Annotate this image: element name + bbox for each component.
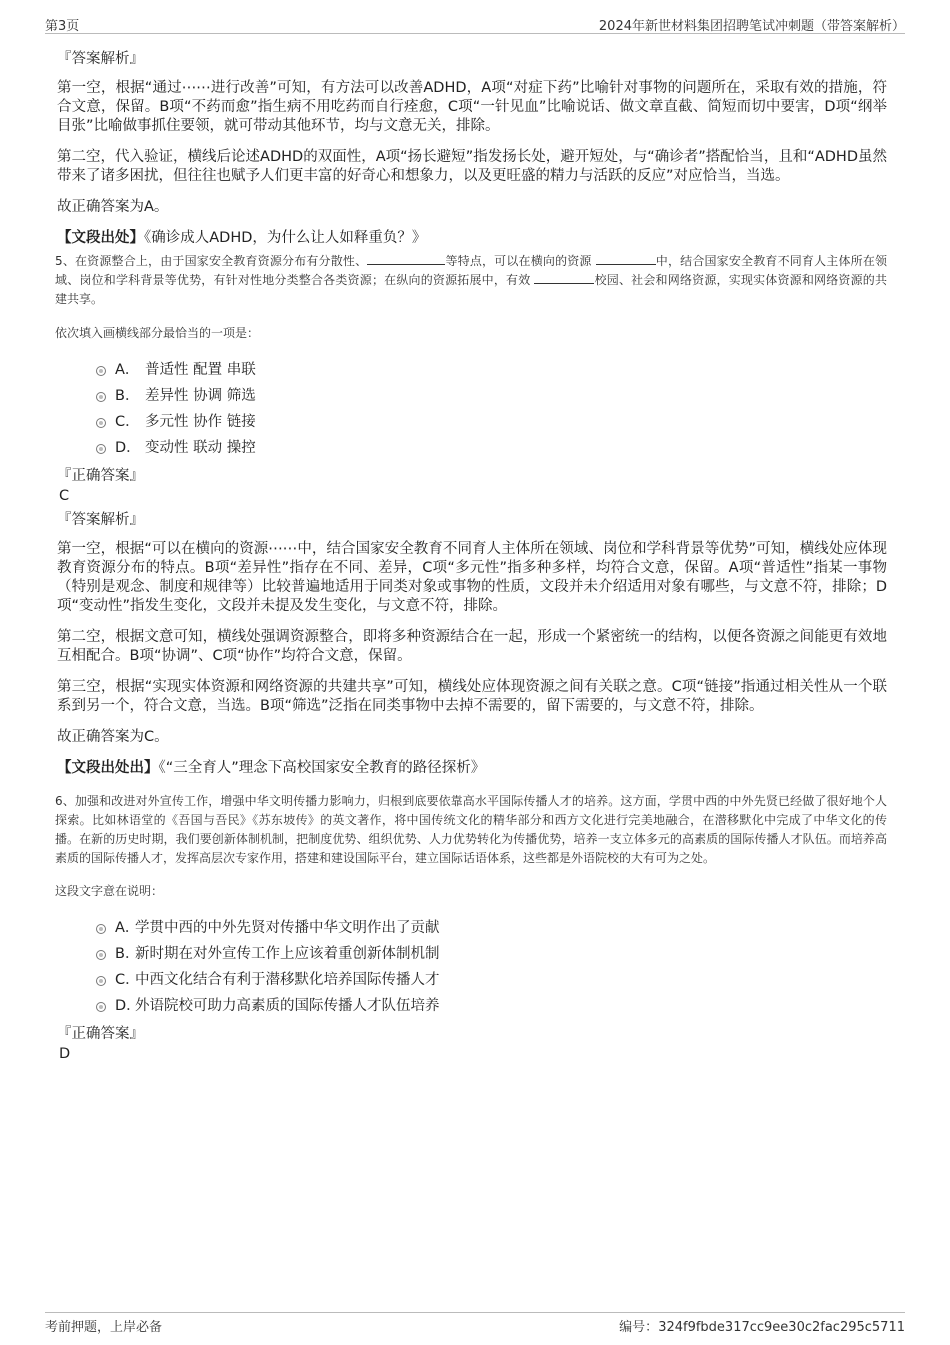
option-text: 差异性 协调 筛选: [145, 388, 256, 404]
source-line: [57, 229, 887, 248]
question-6-stem: 6、加强和改进对外宣传工作，增强中华文明传播力影响力，归根到底要依靠高水平国际传播人才的培养。这方面，学贯中西的中外先贤已经做了很好地个人探索。比如林语堂的《吾国与吾民》《苏东坡传》的英文著作，将中国传统文化的精华部分和西方文化进行完美地融合，在潜移默化中完成了中华文化的传播。在新的历史时期，我们要创新体制机制，把制度优势、组织优势、人力优势转化为传播优势，培养一支立体多元的高素质的国际传播人才队伍。而培养高素质的国际传播人才，发挥高层次专家作用，搭建和建设国际平台，建立国际话语体系，这些都是外语院校的大有可为之处。: [55, 794, 887, 865]
radio-icon[interactable]: [96, 924, 106, 934]
option-a[interactable]: [57, 915, 887, 941]
analysis-paragraph-3: 第三空，根据“实现实体资源和网络资源的共建共享”可知，横线处应体现资源之间有关联之意。C项“链接”指通过相关性从一个联系到另一个，符合文意，当选。B项“筛选”泛指在同类事物中去掉不需要的，留下需要的，与文意不符，排除。: [57, 679, 887, 714]
option-d[interactable]: [57, 435, 887, 461]
fill-blank-2: [596, 252, 656, 265]
option-letter: B．: [115, 946, 140, 962]
document-title: 2024年新世材料集团招聘笔试冲刺题（带答案解析）: [598, 19, 905, 34]
source-title: 《确诊成人ADHD，为什么让人如释重负？》: [144, 230, 427, 246]
correct-answer-label: 『正确答案』: [57, 468, 144, 484]
question-6-prompt: 这段文字意在说明：: [55, 884, 164, 898]
option-c[interactable]: [57, 409, 887, 435]
q5-stem-part-4: 校园、社会和网络资源，实现实体资源和网络资源的共建共享。: [55, 273, 887, 306]
question-5-stem: [55, 252, 887, 309]
code-label: 编号：: [619, 1320, 659, 1335]
option-letter: C．: [115, 414, 140, 430]
option-text: 中西文化结合有利于潜移默化培养国际传播人才: [135, 972, 440, 988]
question-6-options: [57, 915, 887, 1019]
option-d[interactable]: [57, 993, 887, 1019]
radio-icon[interactable]: [96, 1002, 106, 1012]
source-label: 【文段出处】: [57, 230, 144, 246]
radio-icon[interactable]: [96, 950, 106, 960]
footer-slogan: 考前押题，上岸必备: [45, 1320, 163, 1335]
page-footer: [45, 1312, 905, 1333]
fill-blank-3: [534, 271, 594, 284]
radio-icon[interactable]: [96, 418, 106, 428]
source-title: 《“三全育人”理念下高校国家安全教育的路径探析》: [158, 760, 486, 776]
option-b[interactable]: [57, 941, 887, 967]
correct-answer: C: [59, 488, 70, 504]
option-letter: B．: [115, 388, 140, 404]
radio-icon[interactable]: [96, 392, 106, 402]
analysis-conclusion: 故正确答案为A。: [57, 199, 169, 215]
option-text: 多元性 协作 链接: [145, 414, 256, 430]
q5-stem-part-3: 中，结合国家安全教育不同育人主体所在领域、岗位和学科背景等优势，有针对性地分类整合各类资源；在纵向的资源拓展中，有效: [55, 254, 887, 287]
option-text: 变动性 联动 操控: [145, 440, 256, 456]
analysis-label: 『答案解析』: [57, 51, 144, 67]
option-a[interactable]: [57, 357, 887, 383]
analysis-label: 『答案解析』: [57, 512, 144, 528]
option-letter: A．: [115, 920, 140, 936]
analysis-paragraph-1: 第一空，根据“可以在横向的资源⋯⋯中，结合国家安全教育不同育人主体所在领域、岗位和学科背景等优势”可知，横线处应体现教育资源分布的特点。B项“差异性”指存在不同、差异，C项“多元性”指多种多样，均符合文意，保留。A项“普适性”指某一事物（特别是观念、制度和规律等）比较普遍地适用于同类对象或事物的性质，文段并未介绍适用对象有哪些，与文意不符，排除；D项“变动性”指发生变化，文段并未提及发生变化，与文意不符，排除。: [57, 541, 887, 614]
analysis-conclusion: 故正确答案为C。: [57, 729, 169, 745]
option-b[interactable]: [57, 383, 887, 409]
page-number: 第3页: [45, 19, 80, 34]
question-5-options: [57, 357, 887, 461]
option-text: 新时期在对外宣传工作上应该着重创新体制机制: [135, 946, 440, 962]
option-letter: D．: [115, 440, 141, 456]
option-text: 外语院校可助力高素质的国际传播人才队伍培养: [135, 998, 440, 1014]
option-c[interactable]: [57, 967, 887, 993]
page-content: [57, 48, 887, 1063]
option-text: 学贯中西的中外先贤对传播中华文明作出了贡献: [135, 920, 440, 936]
source-label: 【文段出处出】: [57, 760, 159, 776]
page-header: [45, 13, 905, 34]
correct-answer: D: [59, 1046, 71, 1062]
radio-icon[interactable]: [96, 976, 106, 986]
radio-icon[interactable]: [96, 366, 106, 376]
analysis-paragraph-2: 第二空，代入验证，横线后论述ADHD的双面性，A项“扬长避短”指发扬长处，避开短处，与“确诊者”搭配恰当，且和“ADHD虽然带来了诸多困扰，但往往也赋予人们更丰富的好奇心和想象力，以及更旺盛的精力与活跃的反应”对应恰当，当选。: [57, 149, 887, 184]
q5-stem-part-2: 等特点，可以在横向的资源: [445, 254, 592, 268]
option-letter: D．: [115, 998, 141, 1014]
correct-answer-label: 『正确答案』: [57, 1026, 144, 1042]
fill-blank-1: [367, 252, 445, 265]
code-value: 324f9fbde317cc9ee30c2fac295c5711: [658, 1320, 905, 1335]
source-line: [57, 759, 887, 778]
q5-stem-part-1: 5、在资源整合上，由于国家安全教育资源分布有分散性、: [55, 254, 368, 268]
option-text: 普适性 配置 串联: [145, 362, 256, 378]
question-5-prompt: 依次填入画横线部分最恰当的一项是：: [55, 326, 260, 340]
radio-icon[interactable]: [96, 444, 106, 454]
option-letter: C．: [115, 972, 140, 988]
analysis-paragraph-1: 第一空，根据“通过⋯⋯进行改善”可知，有方法可以改善ADHD，A项“对症下药”比喻针对事物的问题所在，采取有效的措施，符合文意，保留。B项“不药而愈”指生病不用吃药而自行痊愈，C项“一针见血”比喻说话、做文章直截、简短而切中要害，D项“纲举目张”比喻做事抓住要领，就可带动其他环节，均与文意无关，排除。: [57, 80, 887, 134]
document-code: [619, 1316, 905, 1335]
option-letter: A．: [115, 362, 140, 378]
analysis-paragraph-2: 第二空，根据文意可知，横线处强调资源整合，即将多种资源结合在一起，形成一个紧密统一的结构，以便各资源之间能更有效地互相配合。B项“协调”、C项“协作”均符合文意，保留。: [57, 629, 887, 664]
